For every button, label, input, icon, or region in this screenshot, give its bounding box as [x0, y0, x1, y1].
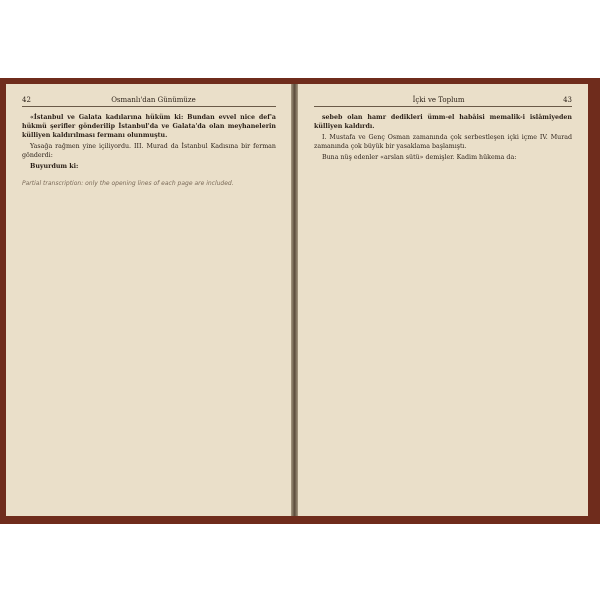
left-running-head: Osmanlı'dan Günümüze — [111, 96, 196, 104]
right-running-head: İçki ve Toplum — [412, 96, 465, 104]
book-gutter — [291, 84, 298, 516]
transcription-note: Partial transcription: only the opening lines of each page are included. — [22, 179, 234, 187]
right-page-header — [314, 96, 572, 107]
right-page-number: 43 — [563, 96, 572, 104]
right-page-text — [314, 113, 572, 162]
paragraph: Buna nüş edenler «arslan sütü» demişler. Kadim hükema da: — [322, 154, 517, 162]
paragraph: Yasağa rağmen yine içiliyordu. III. Murad da İstanbul Kadısına bir ferman gönderdi: — [22, 143, 276, 160]
left-page — [6, 84, 292, 516]
paragraph: sebeb olan hamr dedikleri ümm-el habâisi memalik-i islâmiyeden külliyen kaldırdı. — [314, 114, 572, 131]
left-page-number: 42 — [22, 96, 31, 104]
left-page-header — [22, 96, 276, 107]
paragraph: Buyurdum ki: — [30, 163, 79, 171]
paragraph: I. Mustafa ve Genç Osman zamanında çok serbestleşen içki içme IV. Murad zamanında çok büyük bir yasaklama başlamıştı. — [314, 134, 572, 151]
paragraph: «İstanbul ve Galata kadılarına hüküm ki: Bundan evvel nice def'a hükmü şerifler gönderilip İstanbul'da ve Galata'da olan meyhanelerin külliyen kaldırılması fermanı olunmuştu. — [22, 114, 276, 140]
right-page — [298, 84, 588, 516]
left-page-text — [22, 113, 276, 172]
